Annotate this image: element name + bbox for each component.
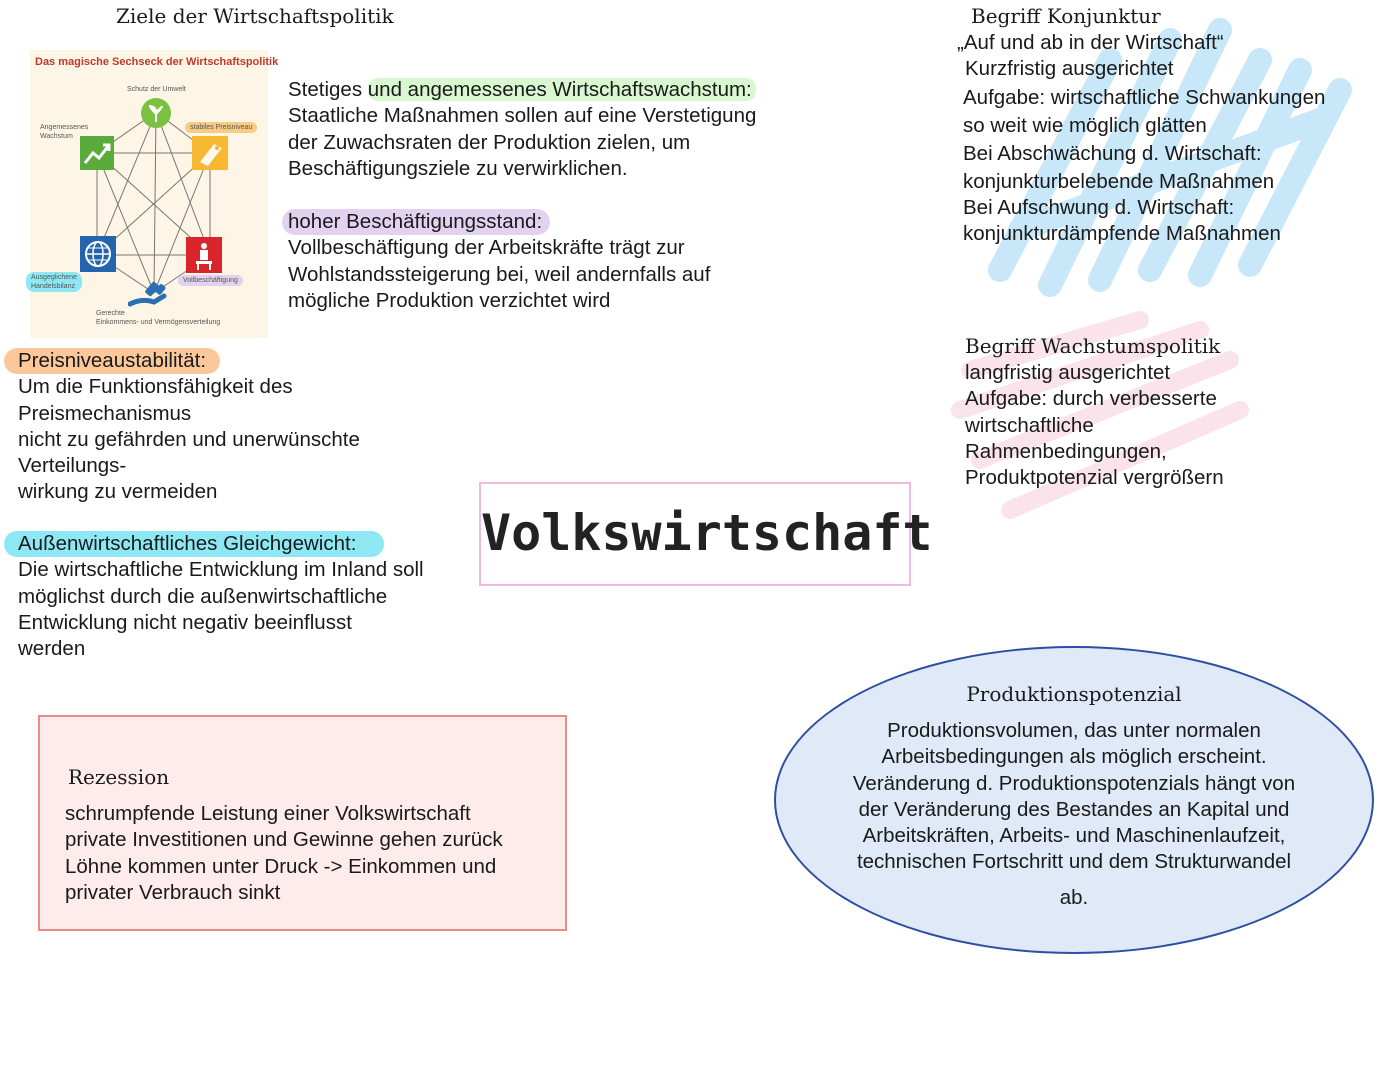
rezession-box: Rezession schrumpfende Leistung einer Volkswirtschaft private Investitionen und Gewinne gehen zurück Löhne kommen unter Druck -> Einkommen und privater Verbrauch sinkt (38, 715, 567, 931)
employment-goal-heading: hoher Beschäftigungsstand: (282, 209, 550, 235)
growth-goal-heading: Stetiges und angemessenes Wirtschaftswachstum: (288, 77, 756, 103)
leaf-icon (141, 98, 171, 128)
center-title-box (479, 482, 933, 586)
price-tag-icon (192, 136, 228, 170)
produktionspotenzial-ellipse: Produktionspotenzial Produktionsvolumen, das unter normalen Arbeitsbedingungen als möglich erscheint. Veränderung d. Produktionspotenzials hängt von der Veränderung des Bestandes an Kapital und Arbeitskräften, Arbeits- und Maschinenlaufzeit, technischen Fortschritt und dem Strukturwandel ab. (774, 646, 1374, 954)
potenzial-title: Produktionspotenzial (966, 682, 1182, 706)
page-heading: Ziele der Wirtschaftspolitik (116, 4, 394, 28)
trade-goal-section: Außenwirtschaftliches Gleichgewicht: Die wirtschaftliche Entwicklung im Inland soll möglichst durch die außenwirtschaftliche Entwicklung nicht negativ beeinflusst werden (18, 531, 424, 662)
label-price: stabiles Preisniveau (185, 122, 257, 133)
growth-goal-section: Stetiges und angemessenes Wirtschaftswachstum: Staatliche Maßnahmen sollen auf eine Verstetigung der Zuwachsraten der Produktion zielen, um Beschäftigungsziele zu verwirklichen. (288, 78, 757, 180)
wachstum-title: Begriff Wachstumspolitik (965, 334, 1221, 358)
worker-icon (186, 237, 222, 273)
price-goal-section: Preisniveaustabilität: Um die Funktionsfähigkeit des Preismechanismus nicht zu gefährden und unerwünschte Verteilungs- wirkung zu vermeiden (18, 348, 360, 506)
konjunktur-title: Begriff Konjunktur (971, 4, 1161, 28)
rezession-title: Rezession (68, 765, 170, 789)
center-title: Volkswirtschaft (481, 504, 933, 562)
hexagon-title: Das magische Sechseck der Wirtschaftspolitik (35, 56, 279, 68)
label-environment: Schutz der Umwelt (127, 86, 186, 93)
trade-goal-heading: Außenwirtschaftliches Gleichgewicht: (4, 531, 384, 557)
label-trade: Ausgeglichene Handelsbilanz (26, 272, 82, 292)
globe-icon (80, 236, 116, 272)
magic-hexagon-figure (30, 50, 279, 338)
price-goal-heading: Preisniveaustabilität: (4, 348, 220, 374)
label-employment: Vollbeschäftigung (178, 275, 243, 286)
label-growth: Angemessenes Wachstum (40, 124, 89, 140)
employment-goal-section: hoher Beschäftigungsstand: Vollbeschäftigung der Arbeitskräfte trägt zur Wohlstandssteigerung bei, weil andernfalls auf mögliche Produktion verzichtet wird (288, 209, 710, 314)
wachstumspolitik-section: Begriff Wachstumspolitik langfristig ausgerichtet Aufgabe: durch verbesserte wirtschaftliche Rahmenbedingungen, Produktpotenzial vergrößern (965, 334, 1224, 490)
growth-chart-icon (80, 136, 114, 170)
label-distribution: Gerechte Einkommens- und Vermögensverteilung (96, 310, 221, 326)
konjunktur-section: Begriff Konjunktur „Auf und ab in der Wirtschaft“ Kurzfristig ausgerichtet Aufgabe: wirtschaftliche Schwankungen so weit wie möglich glätten Bei Abschwächung d. Wirtschaft: konjunkturbelebende Maßnahmen Bei Aufschwung d. Wirtschaft: konjunkturdämpfende Maßnahmen (957, 4, 1326, 246)
hand-coins-icon (128, 278, 168, 312)
